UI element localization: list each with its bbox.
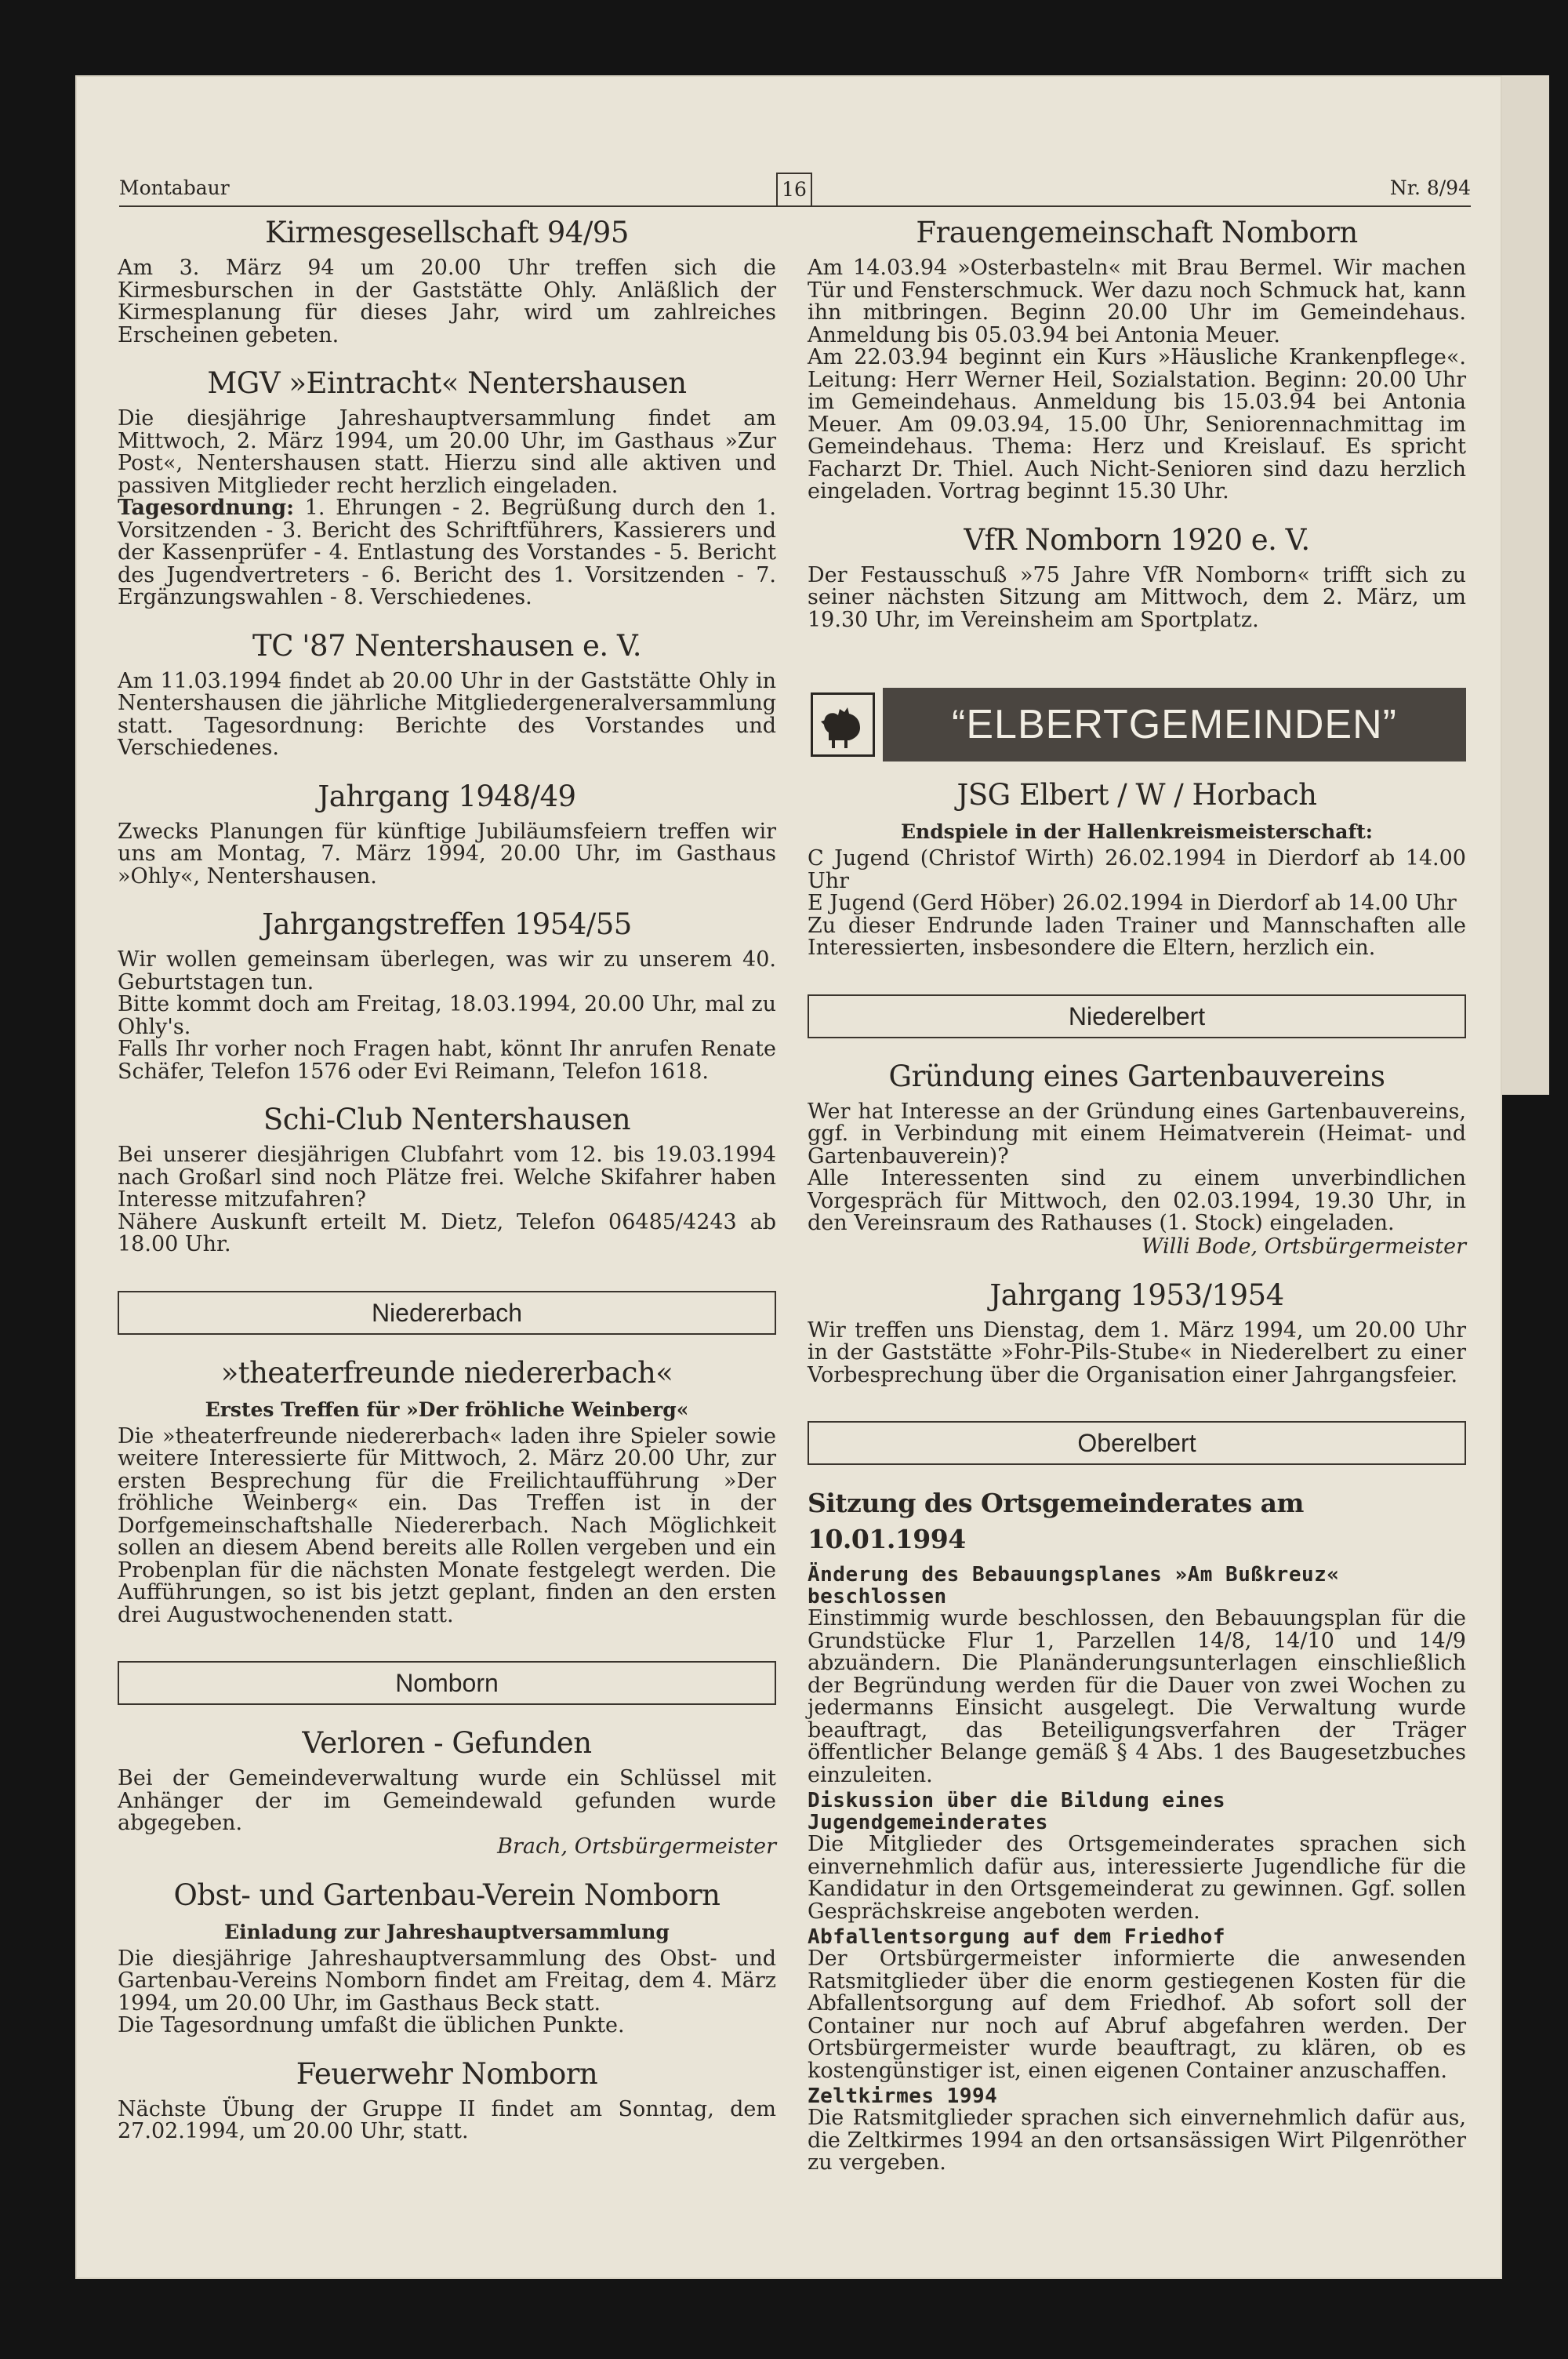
article-headline: Kirmesgesellschaft 94/95 [265,216,629,249]
article-headline: »theaterfreunde niedererbach« [220,1355,673,1390]
article-paragraph: Bei unserer diesjährigen Clubfahrt vom 12. bis 19.03.1994 nach Großarl sind noch Plätze frei. Welche Skifahrer haben Interesse mitzufahren? [118,1143,776,1212]
section-subheading: Zeltkirmes 1994 [808,2085,998,2108]
article-paragraph: Wir wollen gemeinsam überlegen, was wir zu unserem 40. Geburtstagen tun. [118,947,776,994]
section-subheading: Änderung des Bebauungsplanes »Am Bußkreuz« beschlossen [808,1563,1340,1608]
article-paragraph: Wer hat Interesse an der Gründung eines Gartenbauvereins, ggf. in Verbindung mit einem Heimatverein (Heimat- und Gartenbauverein)? [808,1099,1466,1169]
article-headline: Gründung eines Gartenbauvereins [888,1059,1385,1093]
article-paragraph: Bitte kommt doch am Freitag, 18.03.1994, 20.00 Uhr, mal zu Ohly's. [118,992,776,1039]
section-subheading: Abfallentsorgung auf dem Friedhof [808,1925,1226,1949]
article-headline: VfR Nomborn 1920 e. V. [964,522,1310,557]
article-paragraph: Die Ratsmitglieder sprachen sich einvernehmlich dafür aus, die Zeltkirmes 1994 an den ortsansässigen Wirt Pilgenröther zu vergeben. [808,2106,1466,2175]
article-paragraph: C Jugend (Christof Wirth) 26.02.1994 in Dierdorf ab 14.00 Uhr [808,846,1466,893]
article-paragraph: Wir treffen uns Dienstag, dem 1. März 1994, um 20.00 Uhr in der Gaststätte »Fohr-Pils-Stube« in Niederelbert zu einer Vorbesprechung über die Organisation einer Jahrgangsfeier. [808,1318,1466,1387]
article-paragraph: Am 22.03.94 beginnt ein Kurs »Häusliche Krankenpflege«. Leitung: Herr Werner Heil, Sozialstation. Beginn: 20.00 Uhr im Gemeindehaus. Anmeldung bis 15.03.94 bei Antonia Meuer. Am 09.03.94, 15.00 Uhr, Seniorennachmittag im Gemeindehaus. Thema: Herz und Kreislauf. Es spricht Facharzt Dr. Thiel. Auch Nicht-Senioren sind dazu herzlich eingeladen. Vortrag beginnt 15.30 Uhr. [808,345,1466,503]
locality-heading: Niederelbert [808,994,1466,1038]
article-headline: Feuerwehr Nomborn [296,2056,598,2091]
article-headline: Obst- und Gartenbau-Verein Nomborn [173,1877,720,1912]
article-paragraph: Bei der Gemeindeverwaltung wurde ein Schlüssel mit Anhänger der im Gemeindewald gefunden wurde abgegeben. [118,1766,776,1835]
article-headline: MGV »Eintracht« Nentershausen [207,366,687,400]
article-headline: JSG Elbert / W / Horbach [956,778,1317,812]
article-paragraph: Die diesjährige Jahreshauptversammlung findet am Mittwoch, 2. März 1994, um 20.00 Uhr, im Gasthaus »Zur Post«, Nentershausen statt. Hierzu sind alle aktiven und passiven Mitglieder recht herzlich eingeladen. [118,406,776,498]
signature-line: Willi Bode, Ortsbürgermeister [1141,1234,1466,1259]
right-column [808,212,1466,2175]
article-paragraph: Tagesordnung: 1. Ehrungen - 2. Begrüßung durch den 1. Vorsitzenden - 3. Bericht des Schriftführers, Kassierers und der Kassenprüfer - 4. Entlastung des Vorstandes - 5. Bericht des Jugendvertreters - 6. Bericht des 1. Vorsitzenden - 7. Ergänzungswahlen - 8. Verschiedenes. [118,496,776,609]
article-paragraph: E Jugend (Gerd Höber) 26.02.1994 in Dierdorf ab 14.00 Uhr [808,891,1457,915]
article-headline: Jahrgang 1953/1954 [989,1278,1284,1312]
article-headline: Schi-Club Nentershausen [263,1103,631,1136]
article-paragraph: Falls Ihr vorher noch Fragen habt, könnt Ihr anrufen Renate Schäfer, Telefon 1576 oder Evi Reimann, Telefon 1618. [118,1037,776,1084]
region-banner [808,688,1466,761]
signature-line: Brach, Ortsbürgermeister [497,1834,776,1859]
article-paragraph: Zu dieser Endrunde laden Trainer und Mannschaften alle Interessierten, insbesondere die Eltern, herzlich ein. [808,913,1466,960]
locality-heading: Nomborn [118,1661,776,1705]
article-paragraph: Die diesjährige Jahreshauptversammlung des Obst- und Gartenbau-Vereins Nomborn findet am Freitag, dem 4. März 1994, um 20.00 Uhr, im Gasthaus Beck statt. [118,1946,776,2016]
banner-title: “ELBERTGEMEINDEN” [883,688,1466,761]
article-paragraph: Nähere Auskunft erteilt M. Dietz, Telefon 06485/4243 ab 18.00 Uhr. [118,1209,776,1256]
article-paragraph: Nächste Übung der Gruppe II findet am Sonntag, dem 27.02.1994, um 20.00 Uhr, statt. [118,2096,776,2143]
locality-heading: Oberelbert [808,1421,1466,1465]
article-paragraph: Am 11.03.1994 findet ab 20.00 Uhr in der Gaststätte Ohly in Nentershausen die jährliche Mitgliedergeneralversammlung statt. Tagesordnung: Berichte des Vorstandes und Verschiedenes. [118,668,776,760]
article-paragraph: Einstimmig wurde beschlossen, den Bebauungsplan für die Grundstücke Flur 1, Parzellen 14/8, 14/10 und 14/9 abzuändern. Die Planänderungsunterlagen einschließlich der Begründung werden für die Dauer von zwei Wochen zu jedermanns Einsicht ausgelegt. Die Verwaltung wurde beauftragt, das Beteiligungsverfahren der Träger öffentlicher Belange gemäß § 4 Abs. 1 des Baugesetzbuches einzuleiten. [808,1606,1466,1787]
article-headline: Verloren - Gefunden [302,1726,592,1760]
locality-heading: Niedererbach [118,1291,776,1335]
article-subheadline: Endspiele in der Hallenkreismeisterschaft: [900,820,1374,843]
section-subheading: Diskussion über die Bildung eines Jugendgemeinderates [808,1789,1226,1834]
article-paragraph: Die Mitglieder des Ortsgemeinderates sprachen sich einvernehmlich dafür aus, interessierte Jugendliche für die Kandidatur in den Ortsgemeinderat zu gewinnen. Ggf. sollen Gesprächskreise angeboten werden. [808,1832,1466,1924]
next-page-edge [1502,75,1549,1095]
article-subheadline: Einladung zur Jahreshauptversammlung [224,1920,670,1943]
article-subheadline: Erstes Treffen für »Der fröhliche Weinberg« [205,1398,689,1421]
article-paragraph: Der Festausschuß »75 Jahre VfR Nomborn« trifft sich zu seiner nächsten Sitzung am Mittwoch, dem 2. März, um 19.30 Uhr, im Vereinsheim am Sportplatz. [808,562,1466,632]
article-headline: Jahrgang 1948/49 [318,779,576,813]
header-town: Montabaur [119,176,230,199]
agenda-label: Tagesordnung: [118,496,295,520]
left-column [118,212,776,2143]
article-headline: Frauengemeinschaft Nomborn [916,216,1358,249]
header-issue: Nr. 8/94 [1389,176,1471,199]
article-paragraph: Zwecks Planungen für künftige Jubiläumsfeiern treffen wir uns am Montag, 7. März 1994, 20.00 Uhr, im Gasthaus »Ohly«, Nentershausen. [118,819,776,889]
article-headline: TC '87 Nentershausen e. V. [252,628,641,663]
article-headline: Sitzung des Ortsgemeinderates am 10.01.1994 [808,1488,1304,1554]
article-paragraph: Die Tagesordnung umfaßt die üblichen Punkte. [118,2013,625,2037]
article-paragraph: Der Ortsbürgermeister informierte die anwesenden Ratsmitglieder über die enorm gestiegenen Kosten für die Abfallentsorgung auf dem Friedhof. Ab sofort soll der Container nur noch auf Abruf abgefahren werden. Der Ortsbürgermeister wurde beauftragt, zu klären, ob es kostengünstiger ist, einen eigenen Container anzuschaffen. [808,1946,1466,2083]
header-page-number: 16 [776,173,812,207]
article-paragraph: Am 14.03.94 »Osterbasteln« mit Brau Bermel. Wir machen Tür und Fensterschmuck. Wer dazu noch Schmuck hat, kann ihn mitbringen. Beginn 20.00 Uhr im Gemeindehaus. Anmeldung bis 05.03.94 bei Antonia Meuer. [808,256,1466,347]
article-paragraph: Am 3. März 94 um 20.00 Uhr treffen sich die Kirmesburschen in der Gaststätte Ohly. Anläßlich der Kirmesplanung für dieses Jahr, wird um zahlreiches Erscheinen gebeten. [118,256,776,347]
article-paragraph: Die »theaterfreunde niedererbach« laden ihre Spieler sowie weitere Interessierte für Mittwoch, 2. März 20.00 Uhr, zur ersten Besprechung für die Freilichtaufführung »Der fröhliche Weinberg« ein. Das Treffen ist in der Dorfgemeinschaftshalle Niedererbach. Nach Möglichkeit sollen an diesem Abend bereits alle Rollen vergeben und ein Probenplan für die nächsten Monate festgelegt werden. Die Aufführungen, so ist bis jetzt geplant, finden an den ersten drei Augustwochenenden statt. [118,1423,776,1627]
rooster-logo-icon [811,692,875,757]
article-headline: Jahrgangstreffen 1954/55 [262,907,632,941]
article-paragraph: Alle Interessenten sind zu einem unverbindlichen Vorgespräch für Mittwoch, den 02.03.1994, 19.30 Uhr, in den Vereinsraum des Rathauses (1. Stock) eingeladen. [808,1166,1466,1235]
